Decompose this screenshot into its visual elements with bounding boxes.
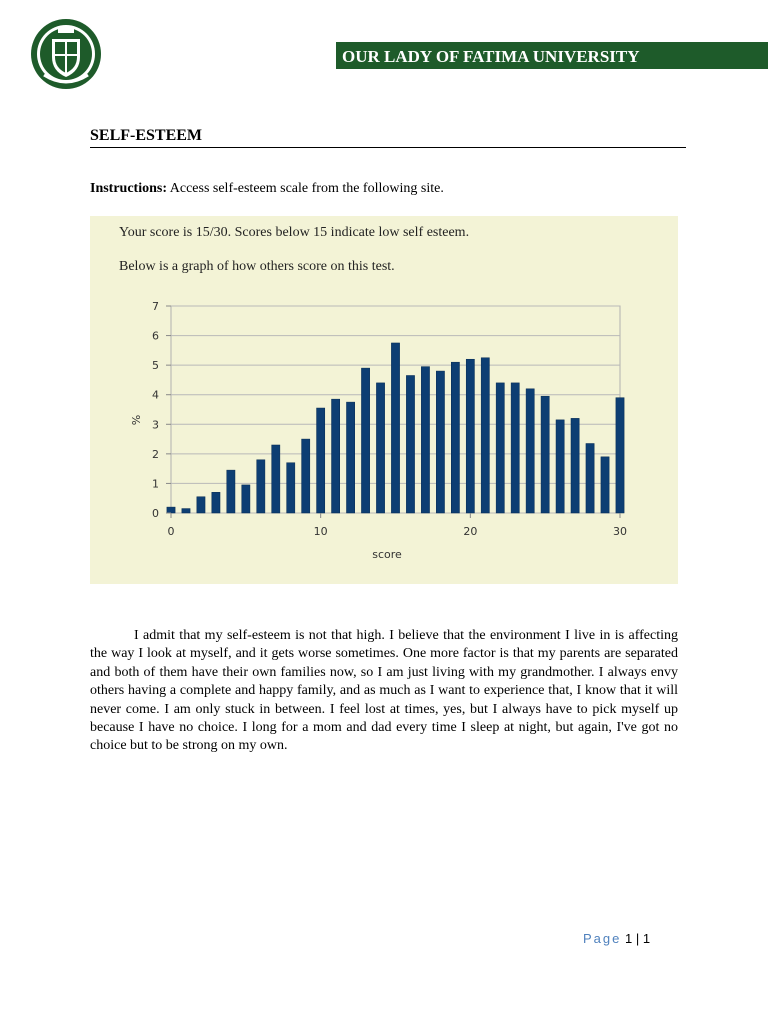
page-number: 1 [625, 931, 633, 946]
x-tick-label: 10 [313, 525, 328, 538]
instructions-text: Access self-esteem scale from the following site. [167, 181, 444, 196]
chart-bar [601, 457, 609, 513]
x-tick-label: 0 [167, 525, 175, 538]
university-seal-icon [30, 17, 102, 93]
chart-bar [212, 492, 220, 513]
chart-bar [317, 408, 325, 513]
instructions [90, 181, 444, 197]
chart-bar [302, 439, 310, 513]
chart-bar [167, 507, 175, 513]
chart-bar [556, 420, 564, 513]
chart-bar [406, 375, 414, 513]
x-axis-label: score [372, 548, 402, 561]
chart-bar [346, 402, 354, 513]
x-tick-label: 20 [463, 525, 478, 538]
y-tick-label: 3 [152, 418, 159, 432]
chart-bar [287, 463, 295, 513]
chart-bar [272, 445, 280, 513]
chart-bar [616, 398, 624, 513]
total-pages: 1 [642, 931, 651, 946]
chart-bar [586, 444, 594, 513]
chart-bar [511, 383, 519, 513]
chart-bar [361, 368, 369, 513]
score-distribution-chart [90, 216, 678, 584]
chart-bar [451, 362, 459, 513]
y-axis-label: % [130, 414, 143, 426]
graph-intro-line: Below is a graph of how others score on this test. [119, 259, 395, 274]
y-tick-label: 7 [152, 300, 159, 313]
y-tick-label: 0 [152, 507, 159, 520]
chart-bars [167, 343, 624, 513]
chart-bar [182, 509, 190, 513]
instructions-label: Instructions: [90, 181, 168, 196]
y-tick-label: 4 [152, 388, 159, 402]
score-result-panel [90, 216, 678, 584]
chart-bar [571, 418, 579, 513]
chart-bar [436, 371, 444, 513]
page-word: Page [583, 931, 622, 946]
page-separator: | [635, 931, 640, 946]
chart-bar [242, 485, 250, 513]
page-footer [583, 931, 650, 946]
chart-bar [376, 383, 384, 513]
x-tick-label: 30 [613, 525, 627, 538]
chart-bar [496, 383, 504, 513]
chart-bar [257, 460, 265, 513]
chart-bar [332, 399, 340, 513]
section-title: SELF-ESTEEM [90, 127, 686, 148]
y-tick-label: 5 [152, 359, 159, 373]
university-name-banner: OUR LADY OF FATIMA UNIVERSITY [336, 42, 768, 71]
y-tick-label: 6 [152, 329, 159, 343]
chart-bar [391, 343, 399, 513]
y-tick-label: 1 [152, 477, 159, 491]
chart-bar [541, 396, 549, 513]
reflection-paragraph: I admit that my self-esteem is not that high. I believe that the environment I live in is affecting the way I look at myself, and it gets worse sometimes. One more factor is that my parents are separated and both of them have their own families now, so I am just living with my grandmother. I always envy others having a complete and happy family, and as much as I want to experience that, I know that it will never come. I am only stuck in between. I feel lost at times, yes, but I always have to pick myself up because I have no choice. I long for a mom and dad every time I sleep at night, but again, I've got no choice but to be strong on my own. [90, 628, 678, 754]
y-tick-label: 2 [152, 447, 159, 461]
chart-bar [481, 358, 489, 513]
chart-bar [227, 470, 235, 513]
chart-bar [421, 367, 429, 513]
chart-bar [466, 359, 474, 513]
score-line: Your score is 15/30. Scores below 15 indicate low self esteem. [119, 225, 470, 240]
chart-bar [197, 497, 205, 513]
chart-bar [526, 389, 534, 513]
